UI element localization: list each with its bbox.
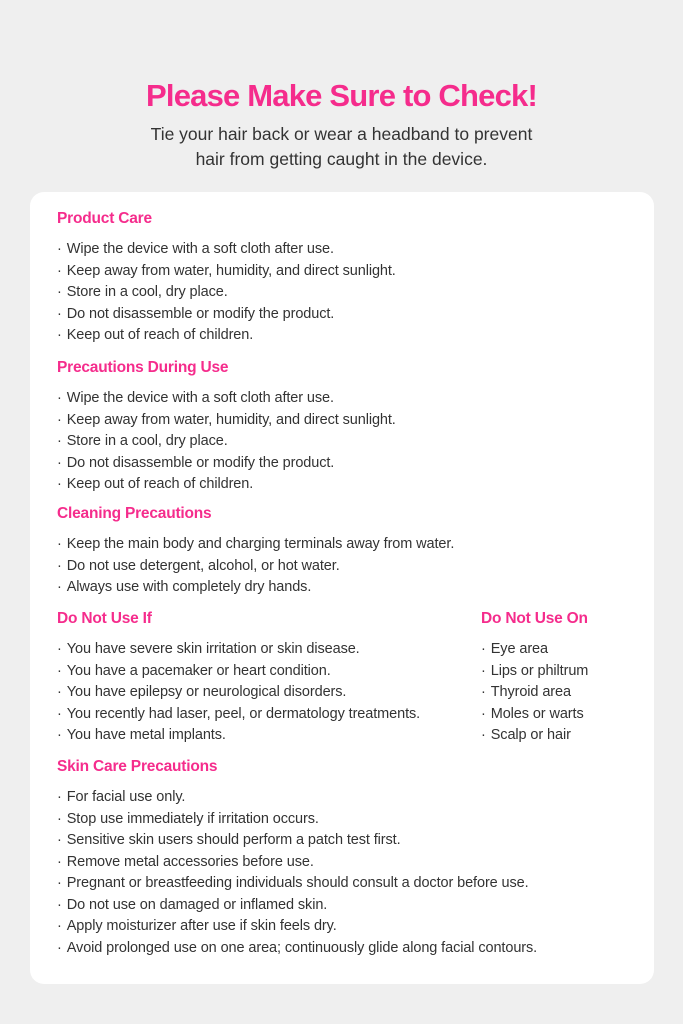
section-list (57, 534, 454, 599)
section-list (57, 388, 396, 496)
section-title: Precautions During Use (57, 359, 229, 376)
list-item: · You have a pacemaker or heart condition. (57, 661, 420, 683)
list-item: · Avoid prolonged use on one area; continuously glide along facial contours. (57, 938, 537, 960)
list-item: · Do not use detergent, alcohol, or hot water. (57, 556, 454, 578)
list-item: · Keep away from water, humidity, and direct sunlight. (57, 410, 396, 432)
subtitle-line-2: hair from getting caught in the device. (195, 149, 488, 169)
list-item: · You have epilepsy or neurological disorders. (57, 682, 420, 704)
page-subtitle (0, 122, 683, 172)
section-title: Skin Care Precautions (57, 758, 218, 775)
list-item: · Thyroid area (481, 682, 588, 704)
precautions-card (30, 192, 654, 984)
section-do-not-use-on (481, 610, 588, 747)
section-list (57, 639, 420, 747)
section-skin-care-precautions (57, 758, 537, 959)
section-title: Do Not Use If (57, 610, 152, 627)
list-item: · For facial use only. (57, 787, 537, 809)
list-item: · You have metal implants. (57, 725, 420, 747)
list-item: · Sensitive skin users should perform a patch test first. (57, 830, 537, 852)
list-item: · Lips or philtrum (481, 661, 588, 683)
section-list (57, 239, 396, 347)
list-item: · You have severe skin irritation or skin disease. (57, 639, 420, 661)
list-item: · Keep out of reach of children. (57, 325, 396, 347)
subtitle-line-1: Tie your hair back or wear a headband to prevent (150, 124, 533, 144)
list-item: · Wipe the device with a soft cloth after use. (57, 239, 396, 261)
section-list (57, 787, 537, 959)
list-item: · Store in a cool, dry place. (57, 431, 396, 453)
list-item: · Stop use immediately if irritation occurs. (57, 809, 537, 831)
list-item: · Do not disassemble or modify the product. (57, 453, 396, 475)
list-item: · Keep the main body and charging terminals away from water. (57, 534, 454, 556)
list-item: · Wipe the device with a soft cloth after use. (57, 388, 396, 410)
list-item: · Apply moisturizer after use if skin feels dry. (57, 916, 537, 938)
section-title: Cleaning Precautions (57, 505, 212, 522)
list-item: · Do not use on damaged or inflamed skin. (57, 895, 537, 917)
list-item: · Keep away from water, humidity, and direct sunlight. (57, 261, 396, 283)
list-item: · Store in a cool, dry place. (57, 282, 396, 304)
section-product-care (57, 210, 396, 347)
list-item: · Always use with completely dry hands. (57, 577, 454, 599)
list-item: · Do not disassemble or modify the product. (57, 304, 396, 326)
list-item: · Keep out of reach of children. (57, 474, 396, 496)
list-item: · Remove metal accessories before use. (57, 852, 537, 874)
section-cleaning-precautions (57, 505, 454, 599)
section-title: Do Not Use On (481, 610, 588, 627)
list-item: · Moles or warts (481, 704, 588, 726)
section-title: Product Care (57, 210, 152, 227)
list-item: · Eye area (481, 639, 588, 661)
section-list (481, 639, 588, 747)
list-item: · You recently had laser, peel, or dermatology treatments. (57, 704, 420, 726)
list-item: · Pregnant or breastfeeding individuals should consult a doctor before use. (57, 873, 537, 895)
section-do-not-use-if (57, 610, 420, 747)
page-title: Please Make Sure to Check! (146, 78, 537, 113)
list-item: · Scalp or hair (481, 725, 588, 747)
section-precautions-during-use (57, 359, 396, 496)
